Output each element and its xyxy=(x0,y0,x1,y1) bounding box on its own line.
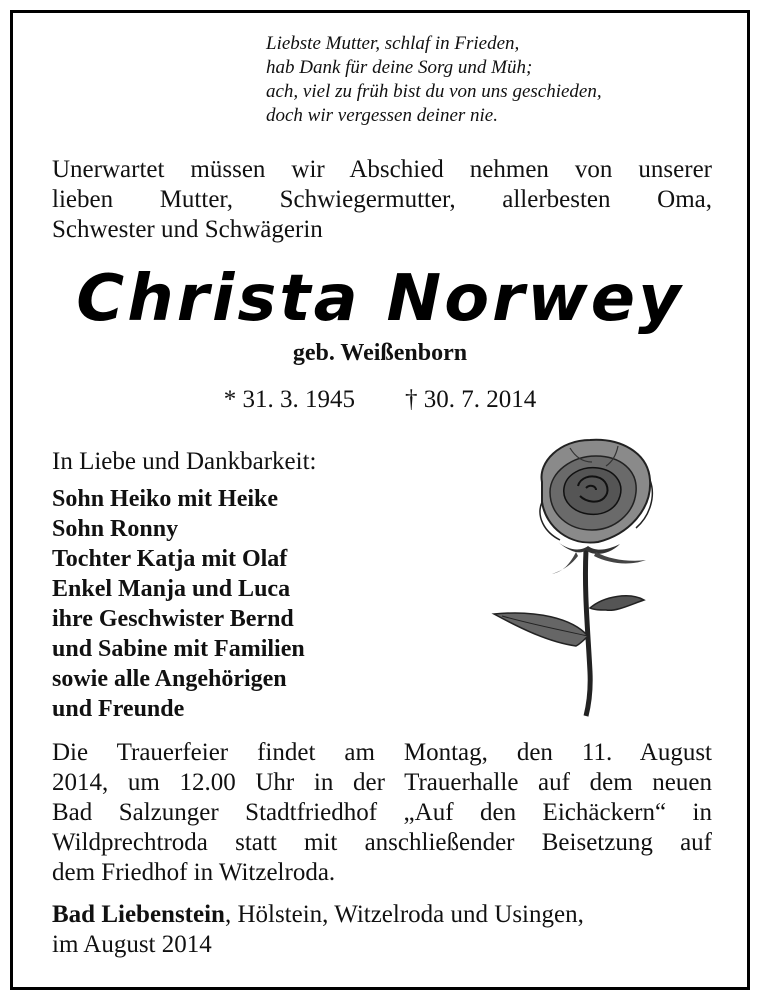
deceased-name: Christa Norwey xyxy=(76,262,684,336)
family-item: Sohn Heiko mit Heike xyxy=(52,486,279,512)
service-line: Die Trauerfeier findet am Montag, den 11. August xyxy=(52,739,712,766)
intro-line: lieben Mutter, Schwiegermutter, allerbesten Oma, xyxy=(52,186,712,213)
service-line: dem Friedhof in Witzelroda. xyxy=(52,859,336,886)
death-date: † 30. 7. 2014 xyxy=(405,386,537,413)
signature-places: , Hölstein, Witzelroda und Usingen, xyxy=(224,901,584,928)
signature xyxy=(52,900,712,960)
thanks-line: In Liebe und Dankbarkeit: xyxy=(52,448,317,475)
family-item: Tochter Katja mit Olaf xyxy=(52,546,288,572)
service-info xyxy=(52,738,712,888)
service-line: Wildprechtroda statt mit anschließender Beisetzung auf xyxy=(52,829,712,856)
family-item: sowie alle Angehörigen xyxy=(52,666,287,692)
family-item: und Freunde xyxy=(52,696,185,722)
poem-line: ach, viel zu früh bist du von uns geschieden, xyxy=(266,81,602,102)
family-item: ihre Geschwister Bernd xyxy=(52,606,294,632)
service-line: Bad Salzunger Stadtfriedhof „Auf den Eichäckern“ in xyxy=(52,799,712,826)
intro-text xyxy=(52,155,712,245)
life-dates xyxy=(0,386,760,414)
poem xyxy=(266,32,726,128)
birth-name: geb. Weißenborn xyxy=(292,340,468,366)
poem-line: doch wir vergessen deiner nie. xyxy=(266,105,498,126)
family-item: und Sabine mit Familien xyxy=(52,636,305,662)
signature-place-bold: Bad Liebenstein xyxy=(52,901,225,928)
service-line: 2014, um 12.00 Uhr in der Trauerhalle auf dem neuen xyxy=(52,769,712,796)
signature-date: im August 2014 xyxy=(52,931,212,958)
family-list xyxy=(52,484,305,724)
family-item: Sohn Ronny xyxy=(52,516,179,542)
birth-date: * 31. 3. 1945 xyxy=(223,386,355,413)
poem-line: hab Dank für deine Sorg und Müh; xyxy=(266,57,533,78)
intro-line: Schwester und Schwägerin xyxy=(52,216,323,243)
family-item: Enkel Manja und Luca xyxy=(52,576,291,602)
poem-line: Liebste Mutter, schlaf in Frieden, xyxy=(266,33,520,54)
rose-icon xyxy=(480,432,680,722)
intro-line: Unerwartet müssen wir Abschied nehmen von unserer xyxy=(52,156,712,183)
